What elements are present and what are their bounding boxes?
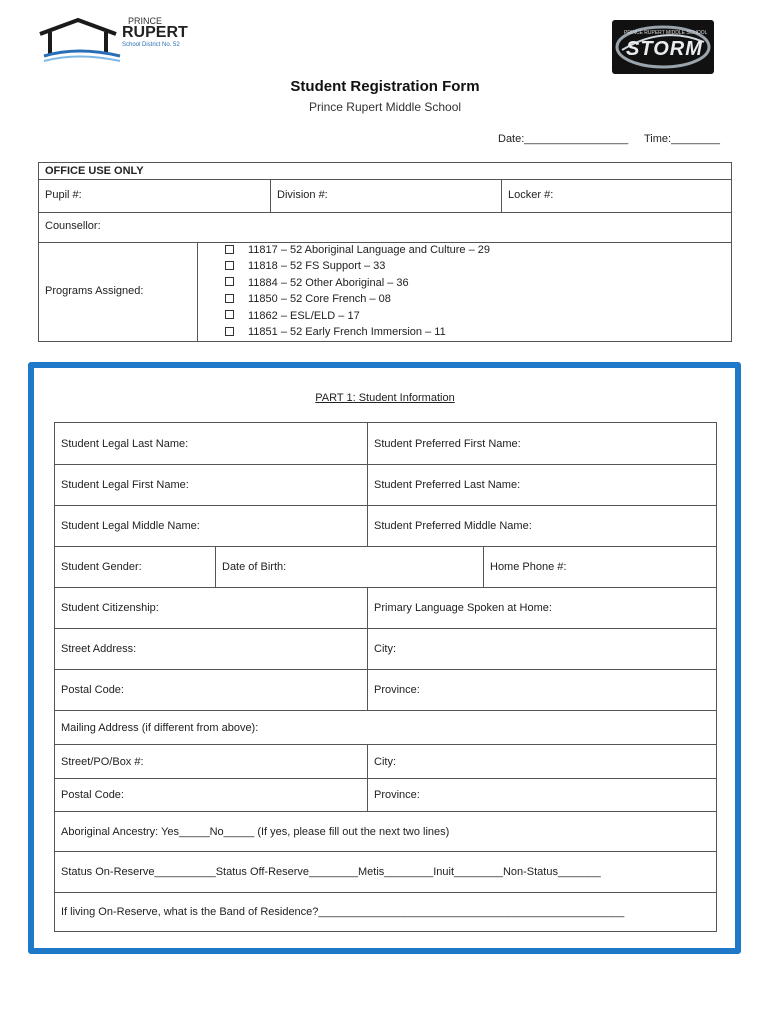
storm-word: STORM [626,38,703,60]
mailing-street-field[interactable]: Street/PO/Box #: [61,755,144,768]
legal-last-name-field[interactable]: Student Legal Last Name: [61,437,189,450]
checkbox[interactable] [225,310,234,319]
mailing-province-field[interactable]: Province: [374,789,420,801]
program-item[interactable]: 11851 – 52 Early French Immersion – 11 [225,324,490,340]
checkbox[interactable] [225,261,234,270]
checkbox[interactable] [225,327,234,336]
row-gender [55,547,716,588]
gender-field[interactable]: Student Gender: [61,561,142,573]
divider [367,670,368,710]
divider [197,242,198,342]
division-number-field[interactable]: Division #: [277,189,328,201]
divider [501,180,502,212]
legal-middle-name-field[interactable]: Student Legal Middle Name: [61,520,200,532]
logo-prince-text: PRINCE [128,16,163,26]
row-legal-middle [55,506,716,547]
locker-number-field[interactable]: Locker #: [508,189,554,201]
checkbox[interactable] [225,294,234,303]
date-field[interactable]: Date:_________________ [498,133,629,145]
divider [270,180,271,212]
office-row-counsellor [39,212,731,243]
aboriginal-ancestry-field[interactable]: Aboriginal Ancestry: Yes_____No_____ (If yes, please fill out the next two lines) [61,825,450,838]
divider [367,629,368,669]
preferred-last-name-field[interactable]: Student Preferred Last Name: [374,479,521,491]
counsellor-field[interactable]: Counsellor: [45,220,101,232]
citizenship-field[interactable]: Student Citizenship: [61,602,159,614]
programs-assigned-label: Programs Assigned: [45,285,144,297]
divider [483,547,484,587]
province-field[interactable]: Province: [374,684,420,696]
row-mailing-heading [55,711,716,745]
storm-logo [612,20,714,74]
program-item[interactable]: 11817 – 52 Aboriginal Language and Culture – 29 [225,242,490,258]
program-item[interactable]: 11862 – ESL/ELD – 17 [225,308,490,324]
row-status [55,852,716,893]
legal-first-name-field[interactable]: Student Legal First Name: [61,479,189,491]
row-legal-last [55,423,716,465]
checkbox[interactable] [225,245,234,254]
logo-rupert-text: RUPERT [122,24,188,41]
status-field[interactable]: Status On-Reserve__________Status Off-Reserve________Metis________Inuit________Non-Status_______ [61,866,601,878]
divider [367,779,368,811]
divider [215,547,216,587]
row-citizenship [55,588,716,629]
program-item[interactable]: 11818 – 52 FS Support – 33 [225,258,490,274]
mailing-address-label: Mailing Address (if different from above): [61,721,259,734]
office-row-ids [39,180,731,213]
pupil-number-field[interactable]: Pupil #: [45,189,82,201]
preferred-middle-name-field[interactable]: Student Preferred Middle Name: [374,520,532,532]
row-mailing-postal [55,779,716,812]
postal-code-field[interactable]: Postal Code: [61,684,124,696]
part1-title: PART 1: Student Information [315,392,455,404]
home-phone-field[interactable]: Home Phone #: [490,561,567,573]
divider [367,745,368,778]
office-use-table [38,162,732,342]
mailing-postal-field[interactable]: Postal Code: [61,789,124,801]
form-title: Student Registration Form [290,78,480,95]
office-use-heading: OFFICE USE ONLY [39,163,731,180]
school-district-logo [38,16,188,66]
street-address-field[interactable]: Street Address: [61,643,137,655]
student-info-table [54,422,717,932]
city-field[interactable]: City: [374,643,396,655]
preferred-first-name-field[interactable]: Student Preferred First Name: [374,437,521,450]
school-name: Prince Rupert Middle School [308,100,462,114]
row-ancestry [55,812,716,852]
office-row-programs [39,242,731,342]
program-item[interactable]: 11850 – 52 Core French – 08 [225,291,490,307]
storm-school-text: PRINCE RUPERT MIDDLE SCHOOL [624,30,708,36]
program-item[interactable]: 11884 – 52 Other Aboriginal – 36 [225,275,490,291]
programs-list [225,242,490,340]
mailing-city-field[interactable]: City: [374,755,396,768]
row-band [55,893,716,931]
divider [367,588,368,628]
date-of-birth-field[interactable]: Date of Birth: [222,561,287,573]
row-mailing-street [55,745,716,779]
logo-district-text: School District No. 52 [122,42,180,48]
checkbox[interactable] [225,277,234,286]
row-postal [55,670,716,711]
home-language-field[interactable]: Primary Language Spoken at Home: [374,602,552,614]
row-legal-first [55,465,716,506]
band-of-residence-field[interactable]: If living On-Reserve, what is the Band of Residence?__________________________________________________ [61,906,625,918]
time-field[interactable]: Time:________ [644,133,721,145]
divider [367,506,368,546]
divider [367,423,368,464]
divider [367,465,368,505]
row-street [55,629,716,670]
